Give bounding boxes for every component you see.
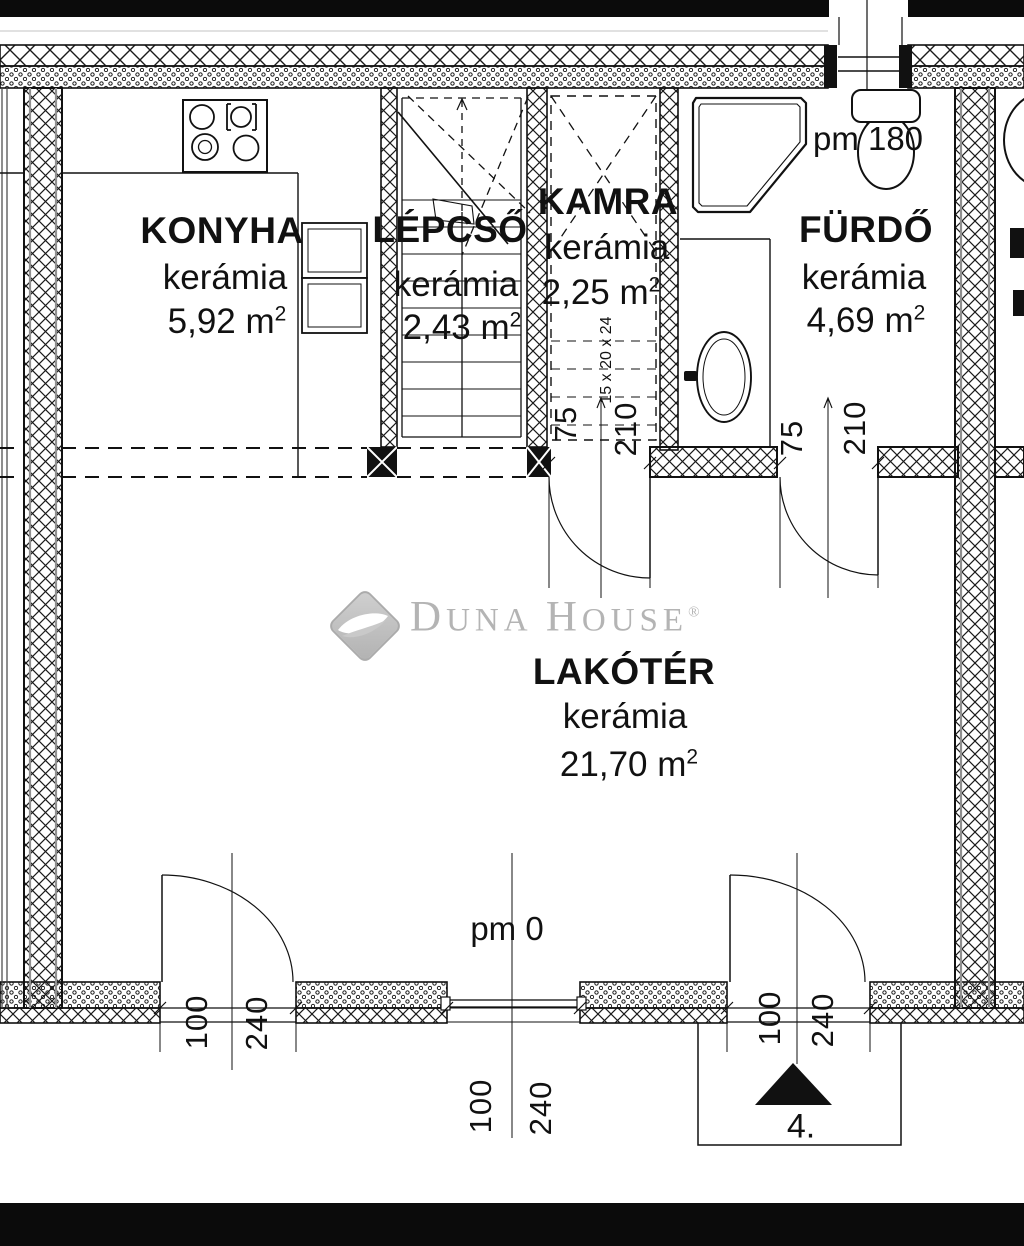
shower-icon <box>693 98 806 212</box>
stove-icon <box>183 100 267 172</box>
stair-riser-note: 15 x 20 x 24 <box>598 316 615 404</box>
room-title-lepcso: LÉPCSŐ <box>372 209 528 250</box>
dim-kamra-door-width: 75 <box>548 405 583 443</box>
room-area-furdo: 4,69 $m^2$ <box>806 301 926 340</box>
room-area-lepcso: 2,43 $m^2$ <box>402 308 522 347</box>
wm-letter-h: H <box>545 593 582 641</box>
entry-arrow-icon <box>755 1063 832 1105</box>
room-area-konyha: 5,92 $m^2$ <box>167 302 287 341</box>
room-title-lakoter: LAKÓTÉR <box>532 651 716 692</box>
sill-height-upper-label: pm 180 <box>812 120 924 157</box>
room-material-furdo: kerámia <box>801 258 927 297</box>
room-material-konyha: kerámia <box>162 258 288 297</box>
kitchen-cabinet-icon <box>302 223 367 333</box>
wm-ouse: OUSE <box>581 602 689 639</box>
room-material-lakoter: kerámia <box>562 697 688 736</box>
neighbour-fragments <box>1004 92 1024 316</box>
room-title-kamra: KAMRA <box>537 181 679 222</box>
wm-letter-d: D <box>410 593 447 641</box>
registered-mark-icon: ® <box>688 604 700 621</box>
wm-una: UNA <box>446 602 533 639</box>
dim-window-width: 100 <box>463 1078 498 1134</box>
room-area-lakoter: 21,70 $m^2$ <box>559 745 699 784</box>
dim-left-door-height: 240 <box>239 995 274 1051</box>
right-entry-door-swing <box>721 853 876 1064</box>
letterbox-top-right <box>908 0 1024 17</box>
room-material-kamra: kerámia <box>544 228 670 267</box>
letterbox-top-left <box>0 0 829 17</box>
sink-icon <box>680 239 770 447</box>
dim-right-door-width: 100 <box>752 990 787 1046</box>
room-title-furdo: FÜRDŐ <box>798 209 934 250</box>
room-material-lepcso: kerámia <box>393 265 519 304</box>
dim-window-height: 240 <box>523 1080 558 1136</box>
room-area-kamra: 2,25 $m^2$ <box>541 273 661 312</box>
dim-furdo-door-height: 210 <box>837 400 872 456</box>
dim-furdo-door-width: 75 <box>774 419 809 457</box>
dim-right-door-height: 240 <box>805 992 840 1048</box>
unit-number-label: 4. <box>786 1107 816 1146</box>
left-terrace-door-swing <box>154 853 302 1070</box>
letterbox-bottom <box>0 1203 1024 1246</box>
sill-height-lower-label: pm 0 <box>470 910 544 947</box>
room-title-konyha: KONYHA <box>140 210 304 251</box>
dim-kamra-door-height: 210 <box>608 401 643 457</box>
toilet-icon <box>852 0 920 189</box>
dim-left-door-width: 100 <box>179 994 214 1050</box>
open-boundary-dashed-lines <box>0 448 527 477</box>
